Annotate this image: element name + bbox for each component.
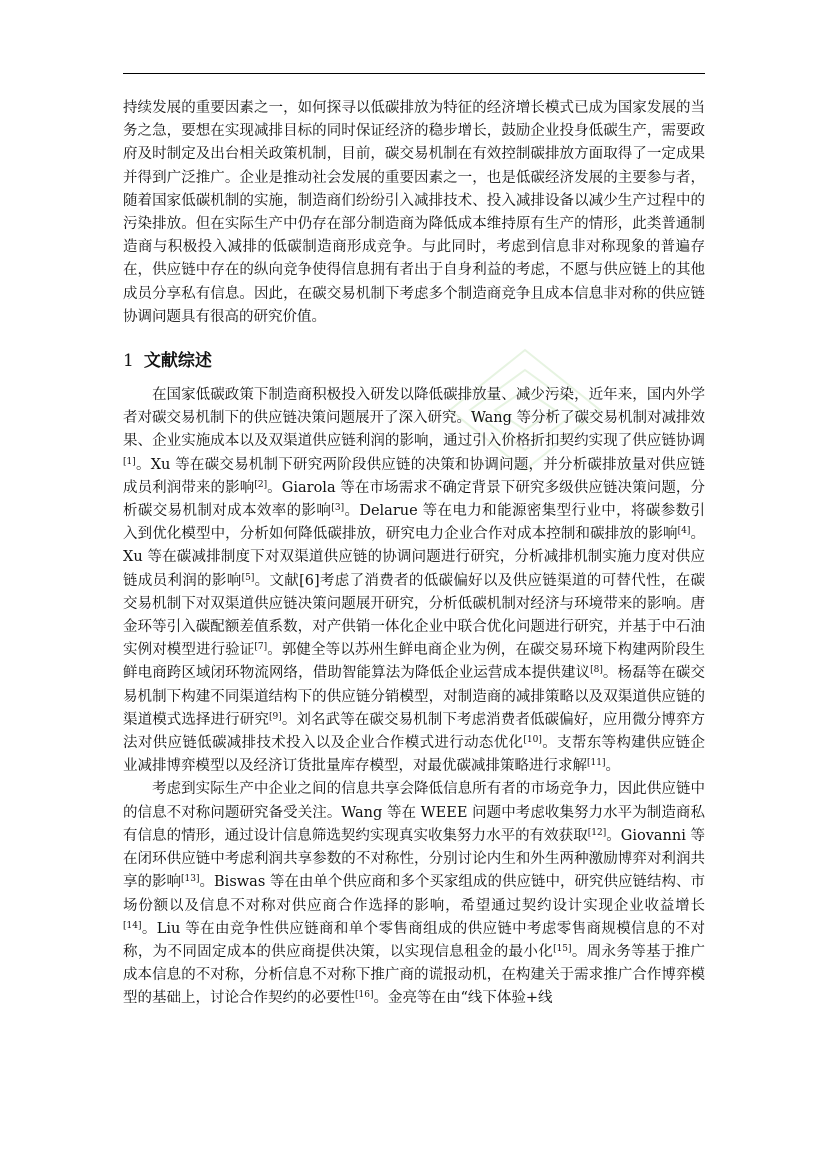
paragraph-text: 。支帮东等构建供应链企业减排博弈模型以及经济订货批量库存模型，对最优碳减排策略进行求解 — [123, 735, 705, 775]
citation-ref: [8] — [590, 665, 603, 676]
paragraph-text: 。金亮等在由“线下体验+线 — [373, 990, 553, 1007]
paragraph-text: 。Liu 等在由竞争性供应链商和单个零售商组成的供应链中考虑零售商规模信息的不对称，为不同固定成本的供应商提供决策，以实现信息租金的最小化 — [123, 920, 705, 960]
paragraph-text: 。Xu 等在碳减排制度下对双渠道供应链的协调问题进行研究，分析减排机制实施力度对供应链成员利润的影响 — [123, 526, 706, 589]
paragraph-text: 。Biswas 等在由单个供应商和多个买家组成的供应链中，研究供应链结构、市场份额以及信息不对称对供应商合作选择的影响，希望通过契约设计实现企业收益增长 — [123, 874, 706, 914]
body-text — [123, 97, 705, 1011]
citation-ref: [11] — [587, 758, 606, 769]
citation-ref: [4] — [677, 526, 691, 537]
paragraph-text: 。杨磊等在碳交易机制下构建不同渠道结构下的供应链分销模型，对制造商的减排策略以及双渠道供应链的渠道模式选择进行研究 — [123, 665, 706, 728]
section-title: 文献综述 — [143, 351, 212, 372]
paragraph-text: 。文献[6]考虑了消费者的低碳偏好以及供应链渠道的可替代性，在碳交易机制下对双渠道供应链决策问题展开研究，分析低碳机制对经济与环境带来的影响。唐金环等引入碳配额差值系数，对产供销一体化企业中联合优化问题进行研究，并基于中石油实例对模型进行验证 — [123, 572, 705, 659]
paragraph-text: 在国家低碳政策下制造商积极投入研发以降低碳排放量、减少污染，近年来，国内外学者对碳交易机制下的供应链决策问题展开了深入研究。Wang 等分析了碳交易机制对减排效果、企业实施成本以及双渠道供应链利润的影响，通过引入价格折扣契约实现了供应链协调 — [123, 387, 706, 450]
citation-ref: [14] — [123, 920, 142, 931]
paragraph-text: 。 — [605, 758, 620, 775]
paragraph-text: 。刘名武等在碳交易机制下考虑消费者低碳偏好，应用微分博弈方法对供应链低碳减排技术投入以及企业合作模式进行动态优化 — [123, 711, 706, 752]
citation-ref: [15] — [553, 943, 572, 954]
paragraph — [123, 384, 705, 778]
paragraph-text: 。郭健全等以苏州生鲜电商企业为例，在碳交易环境下构建两阶段生鲜电商跨区域闭环物流网络，借助智能算法为降低企业运营成本提供建议 — [123, 642, 706, 682]
citation-ref: [2] — [254, 479, 268, 490]
citation-ref: [9] — [268, 711, 282, 722]
citation-ref: [3] — [331, 503, 345, 514]
citation-ref: [5] — [241, 572, 255, 583]
citation-ref: [12] — [587, 827, 607, 838]
paragraph-text: 。Xu 等在碳交易机制下研究两阶段供应链的决策和协调问题，并分析碳排放量对供应链成员利润带来的影响 — [123, 456, 705, 496]
section-heading — [123, 349, 705, 373]
paragraph-text: 。Delarue 等在电力和能源密集型行业中，将碳参数引入到优化模型中，分析如何降低碳排放，研究电力企业合作对成本控制和碳排放的影响 — [123, 503, 706, 543]
citation-ref: [7] — [254, 642, 268, 653]
paragraph-continued: 持续发展的重要因素之一，如何探寻以低碳排放为特征的经济增长模式已成为国家发展的当务之急，要想在实现减排目标的同时保证经济的稳步增长，鼓励企业投身低碳生产，需要政府及时制定及出台相关政策机制，目前，碳交易机制在有效控制碳排放方面取得了一定成果并得到广泛推广。企业是推动社会发展的重要因素之一，也是低碳经济发展的主要参与者，随着国家低碳机制的实施，制造商们纷纷引入减排技术、投入减排设备以减少生产过程中的污染排放。但在实际生产中仍存在部分制造商为降低成本维持原有生产的情形，此类普通制造商与积极投入减排的低碳制造商形成竞争。与此同时，考虑到信息非对称现象的普遍存在，供应链中存在的纵向竞争使得信息拥有者出于自身利益的考虑，不愿与供应链上的其他成员分享私有信息。因此，在碳交易机制下考虑多个制造商竞争且成本信息非对称的供应链协调问题具有很高的研究价值。 — [123, 100, 705, 325]
citation-ref: [1] — [123, 456, 136, 467]
header-rule — [123, 73, 705, 74]
citation-ref: [16] — [355, 990, 374, 1001]
paragraph — [123, 778, 705, 1010]
citation-ref: [13] — [181, 874, 200, 885]
paragraph-text: 。Giarola 等在市场需求不确定背景下研究多级供应链决策问题，分析碳交易机制对成本效率的影响 — [123, 479, 706, 520]
paragraph-text: 。周永务等基于推广成本信息的不对称，分析信息不对称下推广商的谎报动机，在构建关于需求推广合作博弈模型的基础上，讨论合作契约的必要性 — [123, 943, 706, 1007]
section-number: 1 — [123, 351, 134, 372]
paragraph-text: 考虑到实际生产中企业之间的信息共享会降低信息所有者的市场竞争力，因此供应链中的信息不对称问题研究备受关注。Wang 等在 WEEE 问题中考虑收集努力水平为制造商私有信息的情形，通过设计信息筛选契约实现真实收集努力水平的有效获取 — [123, 781, 705, 844]
citation-ref: [10] — [523, 735, 542, 746]
paragraph-text: 。Giovanni 等在闭环供应链中考虑利润共享参数的不对称性，分别讨论内生和外生两种激励博弈对利润共享的影响 — [123, 827, 705, 891]
